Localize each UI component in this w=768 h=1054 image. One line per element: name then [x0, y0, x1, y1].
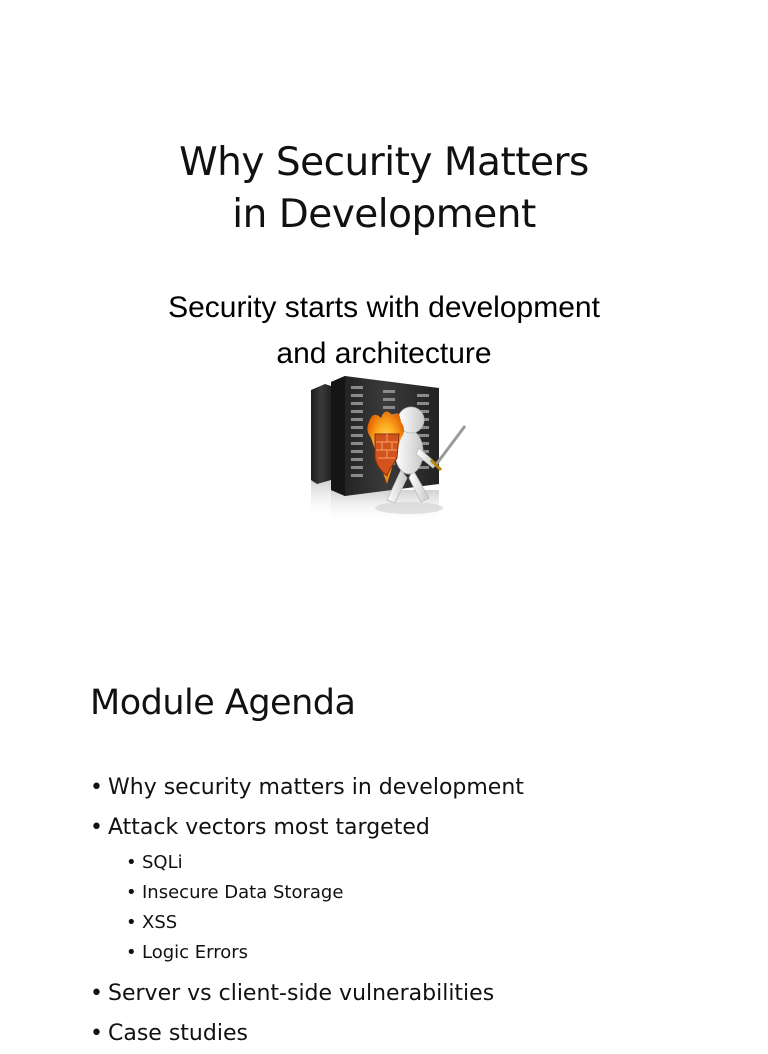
- slide-title: [0, 137, 768, 241]
- slide-title-line-1: Why Security Matters: [179, 140, 589, 185]
- bullet-icon: •: [90, 775, 103, 800]
- slide-subtitle: [0, 285, 768, 377]
- list-item: [90, 768, 524, 808]
- attack-vector-sub-list: [90, 848, 524, 968]
- sub-list-item: [90, 908, 524, 938]
- bullet-text: Attack vectors most targeted: [108, 815, 430, 840]
- sub-bullet-text: XSS: [142, 912, 178, 933]
- sub-bullet-text: SQLi: [142, 852, 183, 873]
- sub-bullet-text: Logic Errors: [142, 942, 249, 963]
- sub-list-item: [90, 938, 524, 968]
- bullet-text: Case studies: [108, 1021, 248, 1046]
- bullet-icon: •: [126, 912, 137, 933]
- sub-bullet-text: Insecure Data Storage: [142, 882, 344, 903]
- agenda-title: Module Agenda: [90, 683, 356, 723]
- sub-list-item: [90, 878, 524, 908]
- list-item: [90, 974, 524, 1014]
- slide-subtitle-line-1: Security starts with development: [168, 291, 600, 324]
- bullet-icon: •: [126, 852, 137, 873]
- sub-list-item: [90, 848, 524, 878]
- security-guard-illustration: [283, 372, 483, 527]
- slide-subtitle-line-2: and architecture: [276, 337, 492, 370]
- agenda-slide: [0, 640, 768, 1046]
- bullet-text: Why security matters in development: [108, 775, 524, 800]
- bullet-text: Server vs client-side vulnerabilities: [108, 981, 495, 1006]
- agenda-bullet-list: [90, 768, 524, 1054]
- bullet-icon: •: [90, 1021, 103, 1046]
- bullet-icon: •: [126, 942, 137, 963]
- bullet-icon: •: [90, 981, 103, 1006]
- slide-title-line-2: in Development: [232, 192, 536, 237]
- bullet-icon: •: [126, 882, 137, 903]
- sub-list-container: [90, 848, 524, 968]
- bullet-icon: •: [90, 815, 103, 840]
- list-item: [90, 1014, 524, 1054]
- list-item: [90, 808, 524, 848]
